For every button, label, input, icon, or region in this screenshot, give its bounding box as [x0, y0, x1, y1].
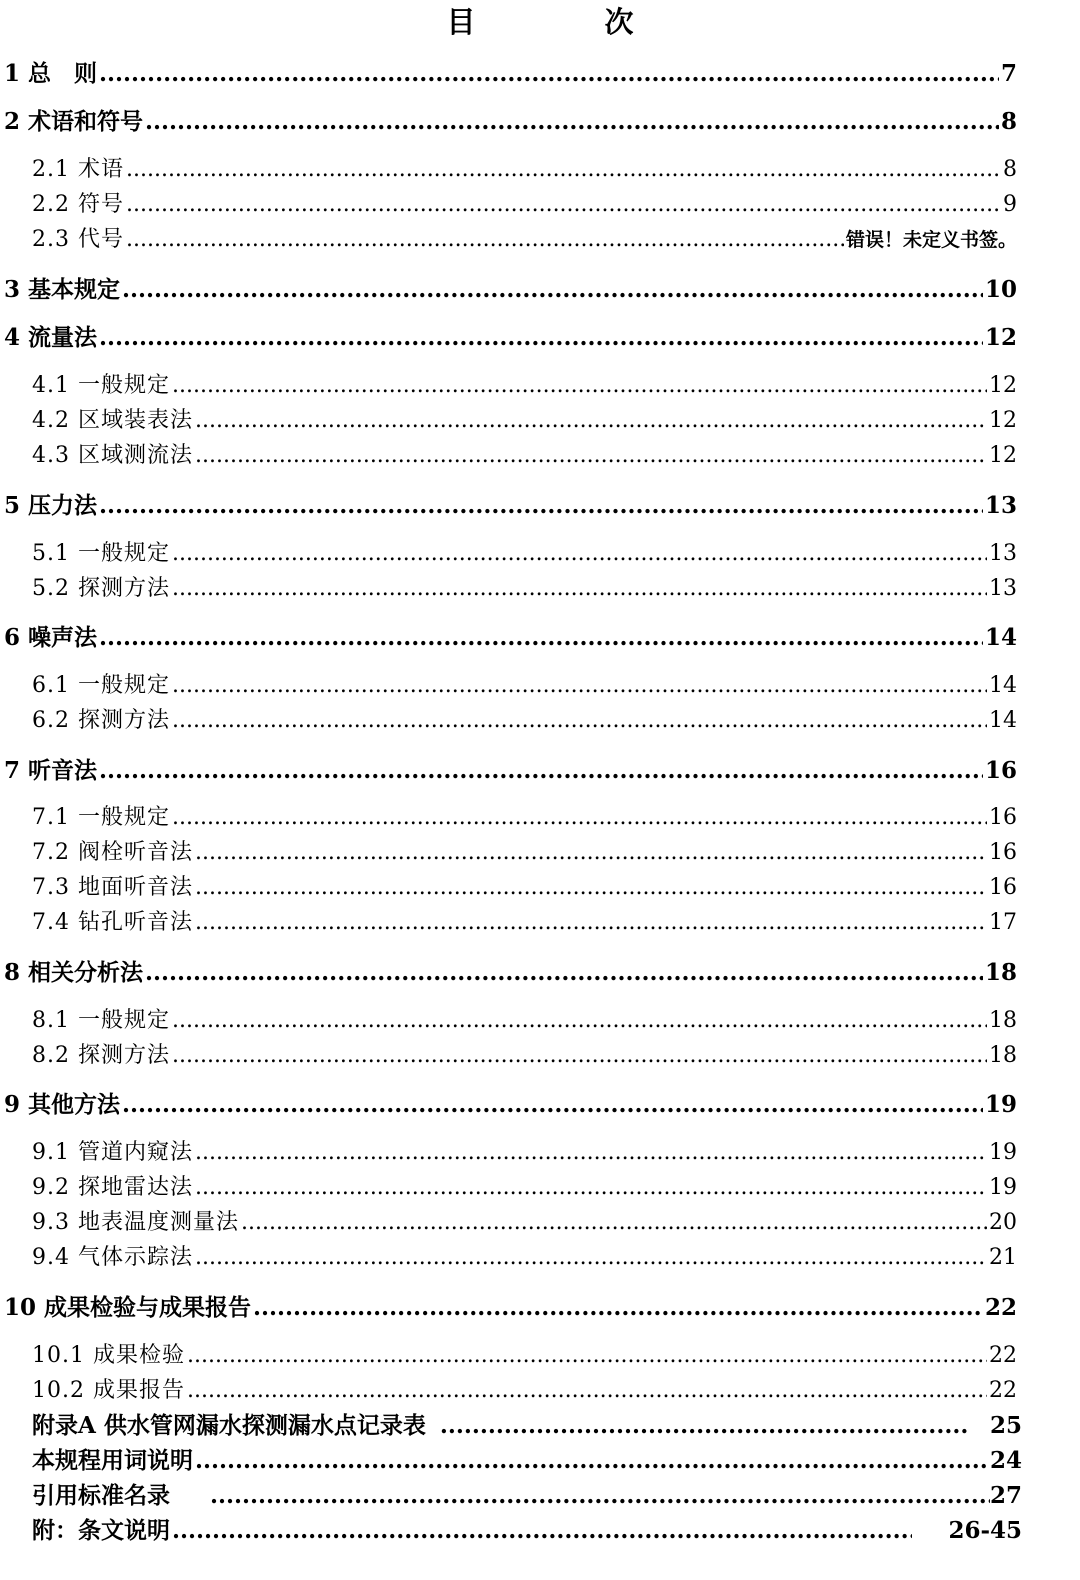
toc-entry-section-6-2[interactable]: [32, 704, 1017, 738]
toc-page-number: 19: [989, 1175, 1017, 1200]
toc-page-number: 13: [989, 576, 1017, 601]
toc-page-number: 27: [989, 1482, 1022, 1509]
toc-entry-label: 7.3 地面听音法: [32, 875, 193, 900]
toc-leader-dots: [195, 404, 987, 438]
toc-leader-dots: [99, 320, 983, 356]
toc-page-number: 13: [989, 541, 1017, 566]
toc-entry-section-9-2[interactable]: [32, 1171, 1017, 1205]
toc-page-number: 7: [1000, 60, 1017, 87]
toc-entry-label: 3 基本规定: [4, 276, 121, 303]
toc-entry-label: 1 总 则: [4, 60, 98, 87]
toc-leader-dots: [99, 56, 999, 92]
toc-leader-dots: [187, 1374, 987, 1408]
toc-leader-dots: [172, 1039, 987, 1073]
toc-entry-label: 7.2 阀栓听音法: [32, 840, 193, 865]
toc-leader-dots: [145, 955, 983, 991]
toc-page-number: 22: [989, 1343, 1017, 1368]
toc-leader-dots: [172, 704, 987, 738]
toc-entry-label: 9 其他方法: [4, 1091, 121, 1118]
toc-page-number: 19: [989, 1140, 1017, 1165]
toc-page-number: 14: [989, 708, 1017, 733]
toc-page-number: 22: [984, 1294, 1017, 1321]
toc-leader-dots: [241, 1206, 987, 1240]
toc-entry-label: 7 听音法: [4, 757, 98, 784]
toc-entry-section-8-2[interactable]: [32, 1039, 1017, 1073]
toc-page-number: 16: [989, 875, 1017, 900]
toc-entry-label: 5.1 一般规定: [32, 541, 170, 566]
toc-page-number: 16: [989, 805, 1017, 830]
toc-page-number: 12: [989, 443, 1017, 468]
toc-leader-dots: [195, 871, 987, 905]
toc-leader-dots: [126, 188, 1001, 222]
toc-entry-terms-explanation[interactable]: [32, 1443, 1022, 1479]
toc-leader-dots: [195, 1443, 986, 1479]
page-title: 目 次: [446, 5, 684, 39]
toc-entry-label: 附录A 供水管网漏水探测漏水点记录表: [32, 1412, 426, 1439]
toc-entry-section-2-1[interactable]: [32, 153, 1017, 187]
toc-page-number: 14: [984, 624, 1017, 651]
toc-entry-label: 6.2 探测方法: [32, 708, 170, 733]
toc-leader-dots: [172, 537, 987, 571]
toc-leader-dots: [99, 753, 983, 789]
toc-entry-section-7-1[interactable]: [32, 801, 1017, 835]
toc-page-number: 9: [1003, 192, 1017, 217]
toc-page-number: 18: [989, 1008, 1017, 1033]
toc-entry-label: 9.1 管道内窥法: [32, 1140, 193, 1165]
toc-entry-label: 9.2 探地雷达法: [32, 1175, 193, 1200]
toc-entry-chapter-10[interactable]: [4, 1290, 1017, 1326]
toc-leader-dots: [253, 1290, 983, 1326]
toc-entry-label: 引用标准名录: [32, 1482, 170, 1509]
toc-entry-label: 4.3 区域测流法: [32, 443, 193, 468]
toc-page-number: 17: [989, 910, 1017, 935]
toc-entry-chapter-2[interactable]: [4, 104, 1017, 140]
toc-page-number: 21: [989, 1245, 1017, 1270]
toc-leader-dots: [195, 1241, 987, 1275]
toc-leader-dots: [99, 488, 983, 524]
toc-page-number: 18: [984, 959, 1017, 986]
toc-entry-label: 2.1 术语: [32, 157, 124, 182]
toc-entry-section-2-3[interactable]: [32, 223, 1017, 257]
toc-page-number: 22: [989, 1378, 1017, 1403]
toc-leader-dots: [172, 669, 987, 703]
toc-page-number: 19: [984, 1091, 1017, 1118]
toc-leader-dots: [172, 1513, 912, 1549]
toc-leader-dots: [440, 1408, 968, 1444]
toc-leader-dots: [126, 153, 1001, 187]
toc-page-number: 25: [989, 1412, 1022, 1439]
toc-entry-label: 8 相关分析法: [4, 959, 144, 986]
toc-entry-chapter-3[interactable]: [4, 272, 1017, 308]
toc-page-number: 24: [989, 1447, 1022, 1474]
toc-entry-section-9-4[interactable]: [32, 1241, 1017, 1275]
toc-entry-label: 7.1 一般规定: [32, 805, 170, 830]
toc-leader-dots: [172, 1004, 987, 1038]
toc-entry-chapter-4[interactable]: [4, 320, 1017, 356]
toc-leader-dots: [195, 836, 987, 870]
toc-entry-label: 2.2 符号: [32, 192, 124, 217]
toc-entry-section-10-1[interactable]: [32, 1339, 1017, 1373]
toc-leader-dots: [122, 1087, 983, 1123]
toc-entry-label: 9.3 地表温度测量法: [32, 1210, 239, 1235]
toc-leader-dots: [195, 1171, 987, 1205]
toc-entry-label: 8.1 一般规定: [32, 1008, 170, 1033]
toc-leader-dots: [122, 272, 983, 308]
toc-page-number: 8: [1003, 157, 1017, 182]
toc-page-number: 13: [984, 492, 1017, 519]
toc-entry-section-5-1[interactable]: [32, 537, 1017, 571]
toc-entry-section-7-3[interactable]: [32, 871, 1017, 905]
toc-entry-label: 4.1 一般规定: [32, 373, 170, 398]
toc-leader-dots: [195, 439, 987, 473]
toc-leader-dots: [99, 620, 983, 656]
toc-entry-chapter-5[interactable]: [4, 488, 1017, 524]
toc-entry-section-4-3[interactable]: [32, 439, 1017, 473]
toc-leader-dots: [210, 1478, 990, 1514]
toc-page-number: 16: [989, 840, 1017, 865]
toc-entry-label: 本规程用词说明: [32, 1447, 193, 1474]
toc-page-number: 12: [989, 373, 1017, 398]
toc-entry-label: 10.1 成果检验: [32, 1343, 185, 1368]
toc-entry-chapter-7[interactable]: [4, 753, 1017, 789]
toc-entry-section-8-1[interactable]: [32, 1004, 1017, 1038]
toc-entry-label: 7.4 钻孔听音法: [32, 910, 193, 935]
toc-entry-label: 10 成果检验与成果报告: [4, 1294, 252, 1321]
toc-leader-dots: [187, 1339, 987, 1373]
toc-leader-dots: [126, 223, 844, 257]
toc-page-number: 16: [984, 757, 1017, 784]
toc-leader-dots: [145, 104, 999, 140]
toc-entry-label: 2 术语和符号: [4, 108, 144, 135]
toc-page-number: 10: [984, 276, 1017, 303]
toc-entry-label: 5 压力法: [4, 492, 98, 519]
toc-page-number: 26-45: [948, 1517, 1022, 1544]
toc-entry-label: 6.1 一般规定: [32, 673, 170, 698]
toc-entry-chapter-9[interactable]: [4, 1087, 1017, 1123]
toc-entry-article-explanation[interactable]: [32, 1513, 1022, 1549]
toc-entry-referenced-standards[interactable]: [32, 1478, 1022, 1514]
toc-entry-appendix-a[interactable]: [32, 1408, 1022, 1444]
toc-entry-section-7-4[interactable]: [32, 906, 1017, 940]
toc-entry-section-2-2[interactable]: [32, 188, 1017, 222]
toc-entry-section-4-2[interactable]: [32, 404, 1017, 438]
toc-page-number: 8: [1000, 108, 1017, 135]
toc-entry-section-4-1[interactable]: [32, 369, 1017, 403]
toc-page-number: 18: [989, 1043, 1017, 1068]
toc-entry-section-7-2[interactable]: [32, 836, 1017, 870]
toc-entry-label: 9.4 气体示踪法: [32, 1245, 193, 1270]
toc-entry-chapter-1[interactable]: [4, 56, 1017, 92]
toc-entry-section-9-3[interactable]: [32, 1206, 1017, 1240]
toc-leader-dots: [195, 1136, 987, 1170]
toc-leader-dots: [195, 906, 987, 940]
toc-entry-label: 4.2 区域装表法: [32, 408, 193, 433]
toc-entry-label: 2.3 代号: [32, 227, 124, 252]
toc-page-number: 20: [989, 1210, 1017, 1235]
toc-leader-dots: [172, 369, 987, 403]
toc-entry-label: 8.2 探测方法: [32, 1043, 170, 1068]
toc-page-number: 14: [989, 673, 1017, 698]
toc-entry-label: 4 流量法: [4, 324, 98, 351]
toc-entry-section-10-2[interactable]: [32, 1374, 1017, 1408]
toc-leader-dots: [172, 801, 987, 835]
toc-entry-label: 5.2 探测方法: [32, 576, 170, 601]
toc-leader-dots: [172, 572, 987, 606]
toc-entry-label: 10.2 成果报告: [32, 1378, 185, 1403]
toc-entry-section-5-2[interactable]: [32, 572, 1017, 606]
toc-bookmark-error: 错误！未定义书签。: [845, 229, 1017, 251]
toc-entry-section-6-1[interactable]: [32, 669, 1017, 703]
toc-entry-chapter-6[interactable]: [4, 620, 1017, 656]
toc-page-number: 12: [989, 408, 1017, 433]
toc-page-number: 12: [984, 324, 1017, 351]
toc-entry-label: 6 噪声法: [4, 624, 98, 651]
toc-entry-chapter-8[interactable]: [4, 955, 1017, 991]
toc-entry-label: 附：条文说明: [32, 1517, 170, 1544]
toc-entry-section-9-1[interactable]: [32, 1136, 1017, 1170]
